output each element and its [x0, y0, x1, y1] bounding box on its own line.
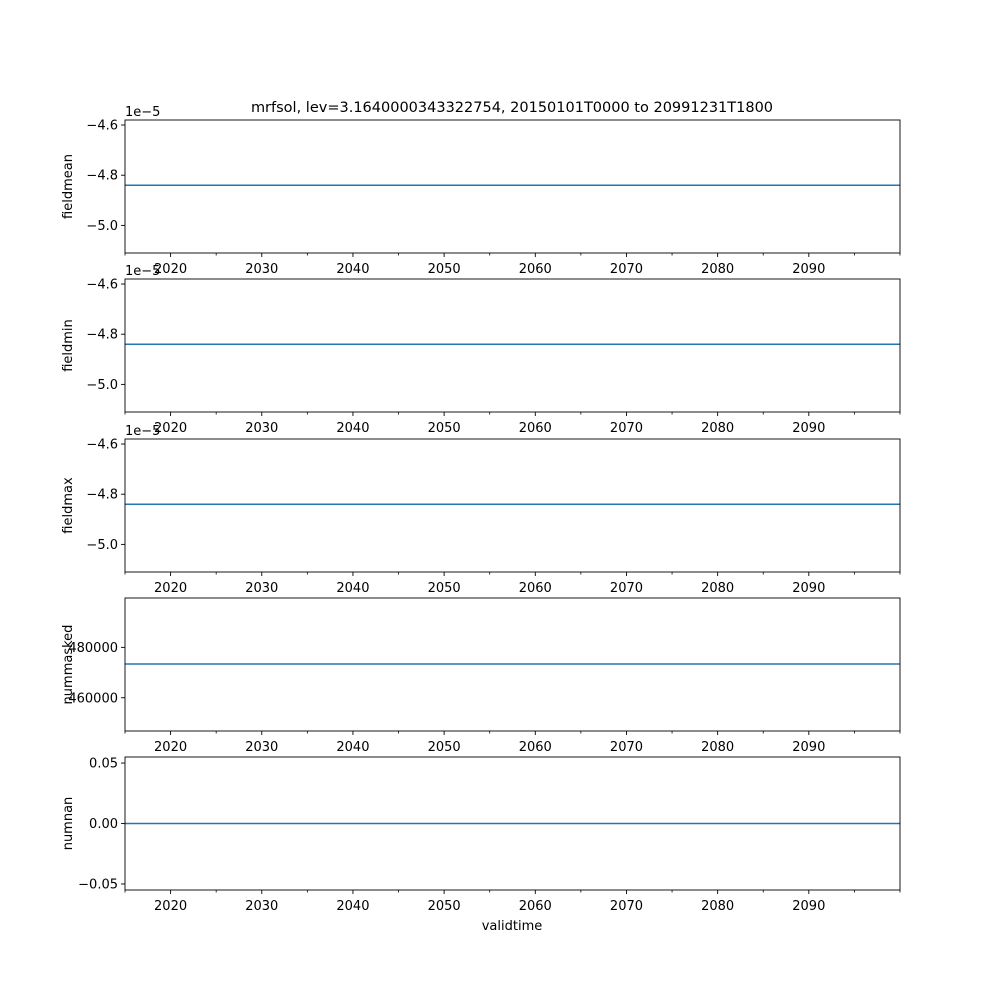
offset-text: 1e−5 — [125, 105, 161, 120]
x-tick-label: 2050 — [427, 899, 461, 914]
y-axis-label-fieldmax: fieldmax — [61, 477, 76, 534]
x-tick-label: 2070 — [609, 581, 644, 596]
y-tick-label: −4.8 — [86, 327, 118, 343]
x-tick-label: 2060 — [518, 899, 552, 914]
x-tick-label: 2060 — [518, 581, 552, 596]
x-tick-label: 2040 — [336, 899, 370, 914]
x-tick-label: 2050 — [427, 421, 461, 436]
x-tick-label: 2020 — [154, 421, 188, 436]
y-tick-label: −4.6 — [86, 277, 118, 293]
x-tick-label: 2030 — [245, 262, 279, 277]
x-tick-label: 2080 — [701, 899, 735, 914]
x-tick-label: 2020 — [154, 581, 188, 596]
y-axis-label-nummasked: nummasked — [61, 624, 76, 705]
y-tick-label: 0.05 — [89, 756, 118, 772]
x-tick-label: 2070 — [609, 899, 644, 914]
y-tick-label: 460000 — [68, 691, 118, 707]
x-tick-label: 2020 — [154, 740, 188, 755]
x-tick-label: 2080 — [701, 581, 735, 596]
x-tick-label: 2060 — [518, 262, 552, 277]
x-tick-label: 2070 — [609, 740, 644, 755]
x-tick-label: 2090 — [792, 899, 826, 914]
y-tick-label: −4.8 — [86, 168, 118, 184]
y-axis-label-fieldmean: fieldmean — [61, 154, 76, 219]
x-tick-label: 2070 — [609, 262, 644, 277]
figure-title: mrfsol, lev=3.1640000343322754, 20150101T0000 to 20991231T1800 — [250, 100, 774, 116]
y-tick-label: −0.05 — [78, 877, 118, 893]
x-tick-label: 2060 — [518, 421, 552, 436]
x-tick-label: 2090 — [792, 262, 826, 277]
x-tick-label: 2050 — [427, 581, 461, 596]
x-tick-label: 2090 — [792, 581, 826, 596]
x-tick-label: 2050 — [427, 262, 461, 277]
y-axis-label-fieldmin: fieldmin — [61, 319, 76, 372]
x-tick-label: 2020 — [154, 262, 188, 277]
x-tick-label: 2070 — [609, 421, 644, 436]
y-tick-label: 480000 — [68, 640, 118, 656]
offset-text: 1e−5 — [125, 424, 161, 439]
x-tick-label: 2040 — [336, 262, 370, 277]
x-tick-label: 2020 — [154, 899, 188, 914]
x-tick-label: 2080 — [701, 262, 735, 277]
x-tick-label: 2040 — [336, 740, 370, 755]
x-tick-label: 2030 — [245, 421, 279, 436]
y-tick-label: −4.6 — [86, 437, 118, 453]
x-tick-label: 2030 — [245, 899, 279, 914]
y-axis-label-numnan: numnan — [61, 796, 76, 851]
x-tick-label: 2090 — [792, 740, 826, 755]
offset-text: 1e−5 — [125, 264, 161, 279]
x-tick-label: 2040 — [336, 581, 370, 596]
x-tick-label: 2080 — [701, 421, 735, 436]
x-tick-label: 2040 — [336, 421, 370, 436]
y-tick-label: −5.0 — [86, 377, 118, 393]
y-tick-label: −5.0 — [86, 218, 118, 234]
y-tick-label: 0.00 — [89, 817, 118, 832]
y-tick-label: −5.0 — [86, 537, 118, 553]
y-tick-label: −4.8 — [86, 487, 118, 503]
x-tick-label: 2080 — [701, 740, 735, 755]
y-tick-label: −4.6 — [86, 118, 118, 134]
x-tick-label: 2030 — [245, 740, 279, 755]
x-tick-label: 2060 — [518, 740, 552, 755]
x-tick-label: 2030 — [245, 581, 279, 596]
x-axis-label: validtime — [481, 919, 543, 934]
x-tick-label: 2090 — [792, 421, 826, 436]
x-tick-label: 2050 — [427, 740, 461, 755]
